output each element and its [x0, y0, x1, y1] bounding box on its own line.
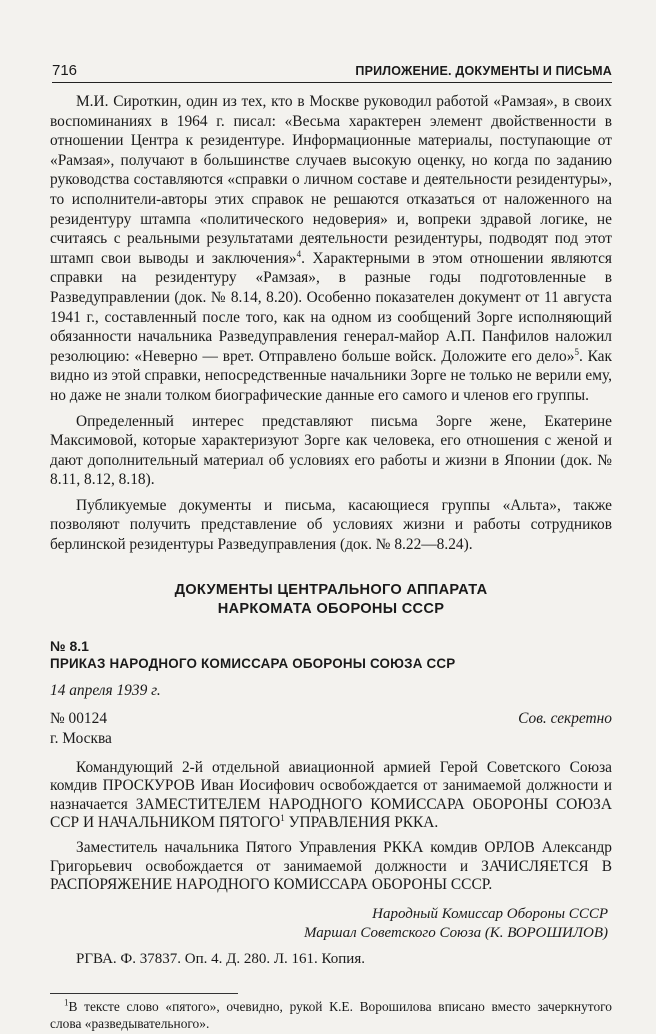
footnote: $^1$В тексте слово «пятого», очевидно, рукой К.Е. Ворошилова вписано вместо зачеркнутого слова «разведывательного».	[50, 997, 612, 1031]
page-header	[52, 60, 612, 83]
running-title: ПРИЛОЖЕНИЕ. ДОКУМЕНТЫ И ПИСЬМА	[355, 64, 612, 78]
section-title: ДОКУМЕНТЫ ЦЕНТРАЛЬНОГО АППАРАТА НАРКОМАТА ОБОРОНЫ СССР	[174, 581, 488, 617]
footnote-divider	[50, 993, 238, 994]
document-number: № 8.1	[50, 637, 89, 654]
document-place: г. Москва	[50, 729, 112, 747]
footnote-mark: 1	[64, 997, 69, 1008]
intro-paragraph-3: Публикуемые документы и письма, касающиеся группы «Альта», также позволяют получить представление об условиях жизни и работы сотрудников берлинской резидентуры Разведуправления (док. № 8.22—8.24).	[50, 496, 612, 554]
order-number: № 00124	[50, 709, 108, 727]
order-paragraph-2: Заместитель начальника Пятого Управления РККА комдив ОРЛОВ Александр Григорьевич освобождается от занимаемой должности и ЗАЧИСЛЯЕТСЯ В РАСПОРЯЖЕНИЕ НАРОДНОГО КОМИССАРА ОБОРОНЫ СССР.	[50, 839, 612, 894]
archive-reference: РГВА. Ф. 37837. Оп. 4. Д. 280. Л. 161. Копия.	[76, 950, 365, 967]
signature-block: Народный Комиссар Обороны СССР Маршал Советского Союза (К. ВОРОШИЛОВ)	[304, 905, 608, 941]
intro-paragraph-2: Определенный интерес представляют письма Зорге жене, Екатерине Максимовой, которые характеризуют Зорге как человека, его отношения с женой и дают дополнительный материал об условиях его работы и жизни в Японии (док. № 8.11, 8.12, 8.18).	[50, 412, 612, 489]
page-number: 716	[52, 62, 78, 79]
order-text	[50, 759, 612, 895]
footnote-ref-5: 5	[574, 346, 579, 357]
page-body	[50, 92, 612, 1032]
document-title: ПРИКАЗ НАРОДНОГО КОМИССАРА ОБОРОНЫ СОЮЗА ССР	[50, 655, 456, 671]
document-date: 14 апреля 1939 г.	[50, 681, 161, 699]
order-paragraph-1: Командующий 2-й отдельной авиационной армией Герой Советского Союза комдив ПРОСКУРОВ Иван Иосифович освобождается от занимаемой должности и назначается ЗАМЕСТИТЕЛЕМ НАРОДНОГО КОМИССАРА ОБОРОНЫ СОЮЗА ССР И НАЧАЛЬНИКОМ ПЯТОГО$^1$ УПРАВЛЕНИЯ РККА.	[50, 758, 612, 832]
classification-stamp: Сов. секретно	[518, 709, 612, 727]
footnote-ref-1: 1	[280, 813, 285, 824]
order-number-row	[50, 709, 612, 729]
footnote-ref-4: 4	[296, 248, 302, 259]
intro-paragraph-1: М.И. Сироткин, один из тех, кто в Москве руководил работой «Рамзая», в своих воспоминаниях в 1964 г. писал: «Весьма характерен элемент двойственности в отношении Центра к резидентуре. Информационные материалы, поступающие от «Рамзая», получают в большинстве случаев высокую оценку, но когда по заданию руководства составляются «справки о личном составе и деятельности резидентуры», то исполнители-авторы этих справок не решаются отказаться от наложенного на резидентуру штампа «политического недоверия» и, вопреки здравой логике, не считаясь с реальными результатами деятельности резидентуры, подводят под этот штамп свои выводы и заключения»$^4$. Характерными в этом отношении являются справки на резидентуру «Рамзая», в разные годы подготовленные в Разведуправлении (док. № 8.14, 8.20). Особенно показателен документ от 11 августа 1941 г., составленный после того, как на одном из сообщений Зорге исполняющий обязанности начальника Разведуправления генерал-майор А.П. Панфилов наложил резолюцию: «Неверно — врет. Отправлено больше войск. Доложите его дело»$^5$. Как видно из этой справки, непосредственные начальники Зорге не только не верили ему, но даже не знали толком биографические данные его самого и членов его группы.	[50, 93, 612, 404]
